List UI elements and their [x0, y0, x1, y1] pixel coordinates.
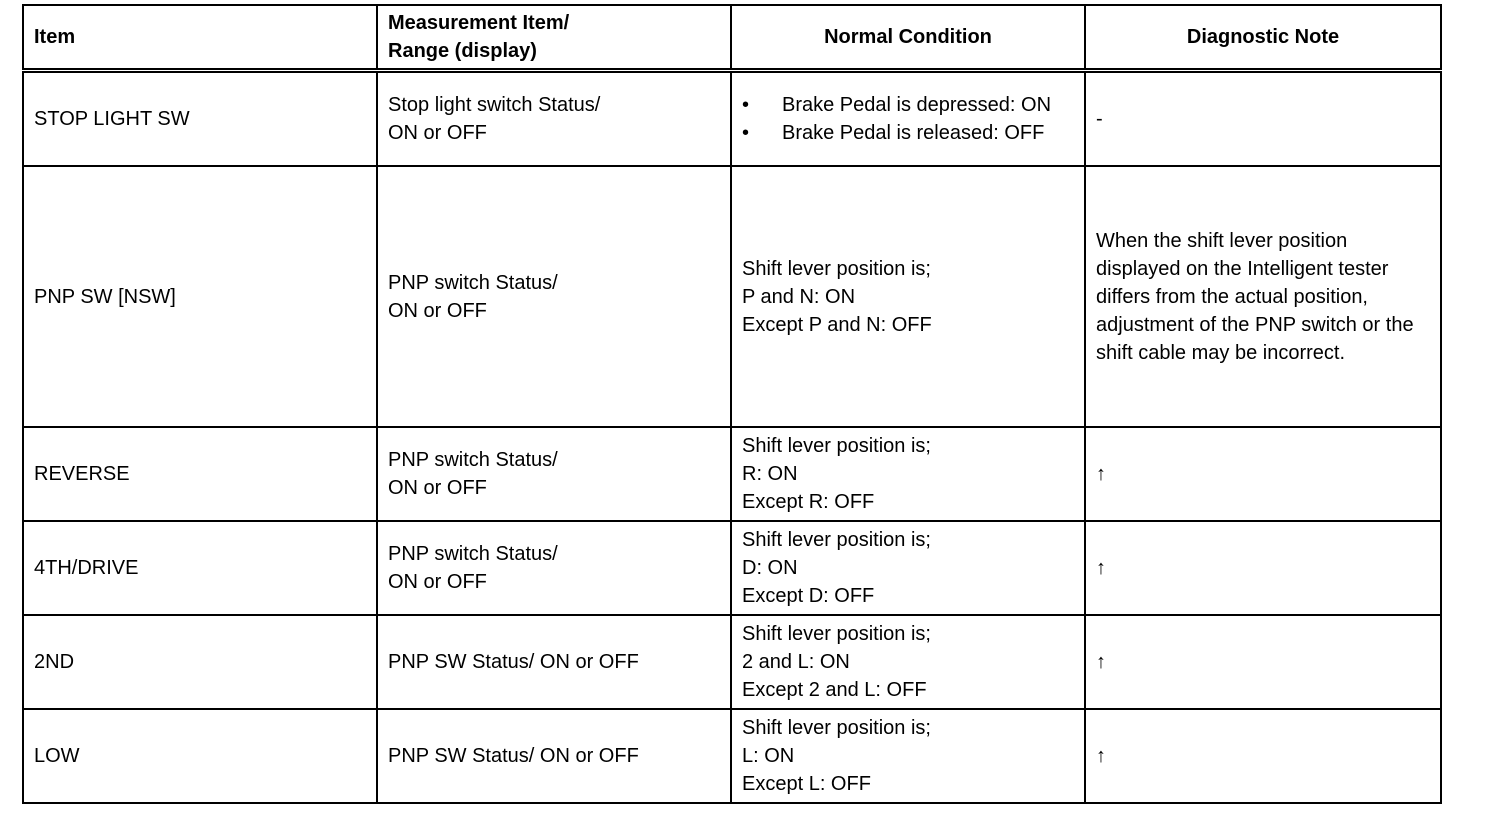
normal-line: P and N: ON	[742, 285, 856, 308]
cell-normal-condition	[731, 615, 1085, 709]
cell-item: REVERSE	[23, 427, 377, 521]
measurement-line: PNP SW Status/ ON or OFF	[388, 651, 639, 673]
cell-measurement	[377, 521, 731, 615]
bullet-text: Brake Pedal is released: OFF	[782, 122, 1045, 144]
normal-line: R: ON	[742, 463, 798, 485]
table-header	[23, 5, 1441, 71]
measurement-line: ON or OFF	[388, 122, 487, 144]
table-row	[23, 709, 1441, 803]
normal-line: Shift lever position is;	[742, 717, 931, 739]
normal-line: Shift lever position is;	[742, 623, 931, 645]
bullet-icon: •	[742, 122, 750, 144]
measurement-line: PNP switch Status/	[388, 449, 558, 471]
measurement-line: PNP switch Status/	[388, 543, 558, 565]
normal-line: Shift lever position is;	[742, 257, 931, 280]
normal-line: Shift lever position is;	[742, 435, 931, 457]
cell-diagnostic-note: When the shift lever position displayed on the Intelligent tester differs from the actual position, adjustment of the PNP switch or the shift cable may be incorrect.	[1085, 166, 1441, 427]
header-item: Item	[23, 5, 377, 71]
measurement-line: ON or OFF	[388, 477, 487, 499]
measurement-line: ON or OFF	[388, 299, 487, 322]
table-row	[23, 615, 1441, 709]
normal-line: Except R: OFF	[742, 491, 875, 513]
cell-item: 2ND	[23, 615, 377, 709]
cell-item: 4TH/DRIVE	[23, 521, 377, 615]
cell-normal-condition	[731, 427, 1085, 521]
header-measurement	[377, 5, 731, 71]
cell-measurement	[377, 709, 731, 803]
normal-line: Except P and N: OFF	[742, 313, 932, 336]
normal-line: L: ON	[742, 745, 795, 767]
cell-measurement	[377, 71, 731, 167]
normal-line: 2 and L: ON	[742, 651, 850, 673]
up-arrow-icon: ↑	[1085, 427, 1441, 521]
cell-diagnostic-note: -	[1085, 71, 1441, 167]
measurement-line: ON or OFF	[388, 571, 487, 593]
header-row	[23, 5, 1441, 71]
cell-normal-condition	[731, 71, 1085, 167]
cell-measurement	[377, 427, 731, 521]
list-item	[742, 91, 1074, 119]
header-diagnostic-note: Diagnostic Note	[1085, 5, 1441, 71]
measurement-line: PNP SW Status/ ON or OFF	[388, 745, 639, 767]
diagnostic-data-table	[22, 4, 1442, 804]
bullet-text: Brake Pedal is depressed: ON	[782, 94, 1052, 116]
header-measurement-line-2: Range (display)	[388, 40, 537, 62]
measurement-line: PNP switch Status/	[388, 271, 558, 294]
cell-item: LOW	[23, 709, 377, 803]
table-row	[23, 71, 1441, 167]
cell-normal-condition	[731, 709, 1085, 803]
bullet-icon: •	[742, 94, 750, 116]
table-body	[23, 71, 1441, 804]
list-item	[742, 119, 1074, 147]
normal-line: Except 2 and L: OFF	[742, 679, 927, 701]
table-row	[23, 166, 1441, 427]
cell-measurement	[377, 166, 731, 427]
normal-condition-list	[742, 91, 1074, 147]
cell-item: STOP LIGHT SW	[23, 71, 377, 167]
cell-normal-condition	[731, 166, 1085, 427]
normal-line: Shift lever position is;	[742, 529, 931, 551]
normal-line: Except L: OFF	[742, 773, 871, 795]
up-arrow-icon: ↑	[1085, 615, 1441, 709]
cell-item: PNP SW [NSW]	[23, 166, 377, 427]
header-normal-condition: Normal Condition	[731, 5, 1085, 71]
normal-line: D: ON	[742, 557, 798, 579]
up-arrow-icon: ↑	[1085, 521, 1441, 615]
up-arrow-icon: ↑	[1085, 709, 1441, 803]
table-row	[23, 427, 1441, 521]
cell-measurement	[377, 615, 731, 709]
cell-normal-condition	[731, 521, 1085, 615]
normal-line: Except D: OFF	[742, 585, 875, 607]
measurement-line: Stop light switch Status/	[388, 94, 601, 116]
table-row	[23, 521, 1441, 615]
header-measurement-line-1: Measurement Item/	[388, 12, 570, 34]
